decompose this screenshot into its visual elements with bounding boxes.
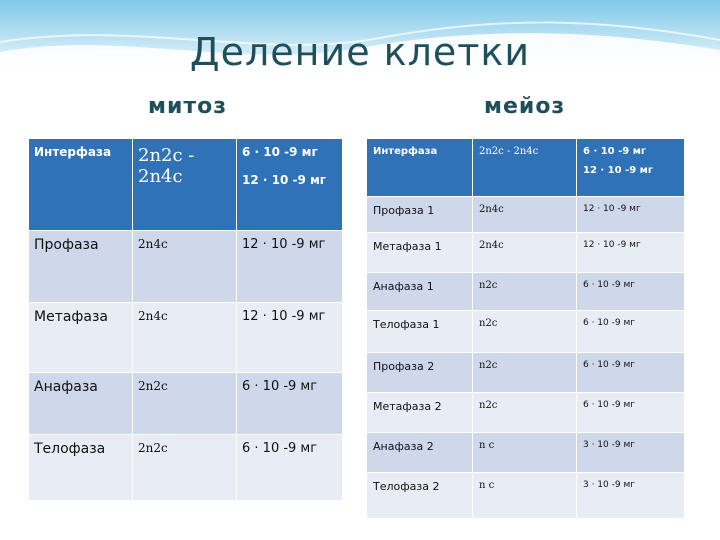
table-row bbox=[29, 303, 343, 373]
header-mass-line1: 6 · 10 -9 мг bbox=[242, 145, 318, 159]
phase-cell: Анафаза 1 bbox=[367, 273, 473, 311]
phase-cell: Телофаза 1 bbox=[367, 311, 473, 353]
mass-cell: 12 · 10 -9 мг bbox=[237, 303, 343, 373]
header-chromosomes: 2n2c - 2n4c bbox=[133, 139, 237, 231]
phase-cell: Профаза 1 bbox=[367, 197, 473, 233]
table-row bbox=[367, 233, 685, 273]
mass-cell: 3 · 10 -9 мг bbox=[577, 433, 685, 473]
phase-cell: Метафаза bbox=[29, 303, 133, 373]
table-row bbox=[29, 231, 343, 303]
meiosis-heading: мейоз bbox=[484, 94, 566, 119]
mass-cell: 12 · 10 -9 мг bbox=[577, 233, 685, 273]
table-row bbox=[367, 473, 685, 519]
table-row bbox=[367, 353, 685, 393]
header-mass-line1: 6 · 10 -9 мг bbox=[583, 146, 647, 157]
table-row bbox=[367, 393, 685, 433]
mass-cell: 12 · 10 -9 мг bbox=[237, 231, 343, 303]
chromosome-cell: 2n2c bbox=[133, 435, 237, 501]
phase-cell: Метафаза 2 bbox=[367, 393, 473, 433]
chromosome-cell: 2n4c bbox=[473, 197, 577, 233]
header-mass bbox=[237, 139, 343, 231]
header-mass-line2: 12 · 10 -9 мг bbox=[242, 173, 327, 187]
mass-cell: 12 · 10 -9 мг bbox=[577, 197, 685, 233]
mass-cell: 6 · 10 -9 мг bbox=[577, 353, 685, 393]
chromosome-cell: n c bbox=[473, 473, 577, 519]
phase-cell: Метафаза 1 bbox=[367, 233, 473, 273]
mass-cell: 6 · 10 -9 мг bbox=[577, 273, 685, 311]
mass-cell: 6 · 10 -9 мг bbox=[237, 435, 343, 501]
phase-cell: Профаза bbox=[29, 231, 133, 303]
header-mass-line2: 12 · 10 -9 мг bbox=[583, 165, 654, 176]
mass-cell: 6 · 10 -9 мг bbox=[577, 393, 685, 433]
chromosome-cell: 2n4c bbox=[473, 233, 577, 273]
mitosis-heading: митоз bbox=[148, 94, 228, 119]
phase-cell: Анафаза bbox=[29, 373, 133, 435]
mitosis-table bbox=[28, 138, 343, 501]
table-row bbox=[367, 311, 685, 353]
table-row bbox=[367, 273, 685, 311]
table-row bbox=[367, 197, 685, 233]
header-mass bbox=[577, 139, 685, 197]
header-phase: Интерфаза bbox=[367, 139, 473, 197]
phase-cell: Телофаза 2 bbox=[367, 473, 473, 519]
chromosome-cell: 2n4c bbox=[133, 303, 237, 373]
table-row bbox=[367, 433, 685, 473]
table-header-row bbox=[29, 139, 343, 231]
table-row bbox=[29, 435, 343, 501]
mass-cell: 6 · 10 -9 мг bbox=[237, 373, 343, 435]
chromosome-cell: n2c bbox=[473, 353, 577, 393]
phase-cell: Телофаза bbox=[29, 435, 133, 501]
chromosome-cell: 2n4c bbox=[133, 231, 237, 303]
header-phase: Интерфаза bbox=[29, 139, 133, 231]
phase-cell: Профаза 2 bbox=[367, 353, 473, 393]
chromosome-cell: 2n2c bbox=[133, 373, 237, 435]
mass-cell: 6 · 10 -9 мг bbox=[577, 311, 685, 353]
chromosome-cell: n c bbox=[473, 433, 577, 473]
header-chromosomes: 2n2c - 2n4c bbox=[473, 139, 577, 197]
chromosome-cell: n2c bbox=[473, 273, 577, 311]
page-title: Деление клетки bbox=[189, 30, 531, 74]
table-header-row bbox=[367, 139, 685, 197]
mass-cell: 3 · 10 -9 мг bbox=[577, 473, 685, 519]
chromosome-cell: n2c bbox=[473, 311, 577, 353]
chromosome-cell: n2c bbox=[473, 393, 577, 433]
meiosis-table bbox=[366, 138, 685, 519]
table-row bbox=[29, 373, 343, 435]
phase-cell: Анафаза 2 bbox=[367, 433, 473, 473]
